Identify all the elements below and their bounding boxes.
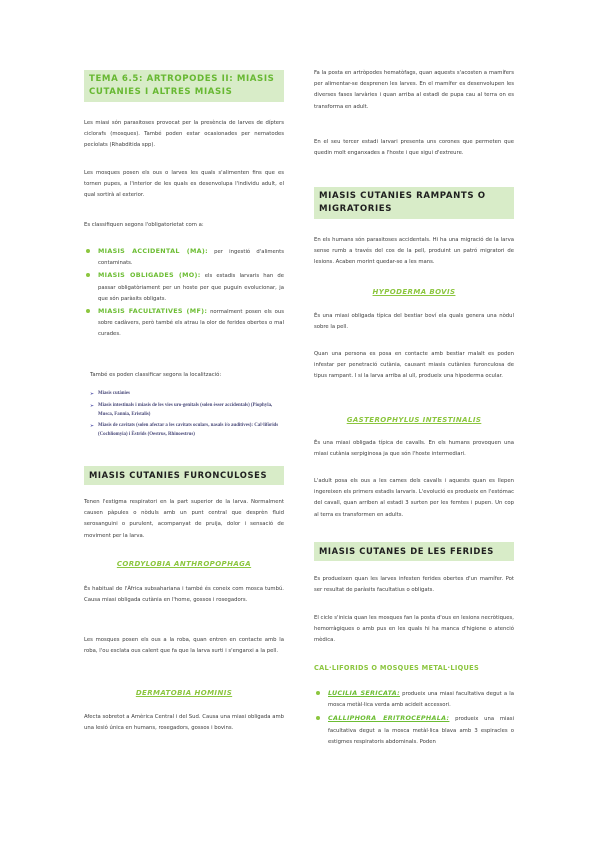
list-item: ➢ Miasis cutànies — [90, 390, 286, 399]
list-item — [84, 246, 284, 269]
list-item — [84, 306, 284, 341]
list-item — [84, 270, 284, 305]
localization-list — [90, 390, 286, 440]
dermatobia-cycle-paragraph: Fa la posta en artròpodes hematòfags, quan aquests s'acosten a mamífers per alimentar-se desprenen les larves. En el mamífer es desenvolupen les diverses fases larvàries i quan arriba al estadi de pupa cau al terra on es transforma en adult. — [314, 70, 514, 110]
localization-intro: També es poden classificar segons la localització: — [90, 372, 222, 378]
hypoderma-paragraph: És una miasi obligada típica del bestiar boví ela quals genera una nòdul sobre la pell. — [314, 313, 514, 331]
bullet-icon — [86, 249, 90, 253]
term-text: normalment posen els ous sobre cadàvers, però també els atrau la olor de ferides obertes o mal curades. — [98, 309, 284, 338]
wounds-paragraph-2: El cicle s'inicia quan les mosques fan la posta d'ous en lesions necròtiques, hemorràgiques o amb pus en les quals hi ha manca d'higiene o atenció mèdica. — [314, 615, 514, 644]
term-text: els estadis larvaris han de passar obligatòriament per un hoste per que puguin evolucionar, ja que són paràsits obligats. — [98, 273, 284, 302]
intro-paragraph: Les miasi són parasitoses provocat per la presència de larves de dípters ciclorafs (mosques). També poden estar ocasionades per nematodes pecíolats (Rhabditida spp). — [84, 120, 284, 149]
lifecycle-paragraph: Les mosques posen els ous o larves les quals s'alimenten fins que es tornen pupes, a l'interior de les quals es desenvolupa l'individu adult, el qual sortirà al exterior. — [84, 170, 284, 199]
bullet-icon — [86, 273, 90, 277]
section-heading: MIASIS CUTANIES RAMPANTS O MIGRATORIES — [314, 187, 514, 219]
section-heading: MIASIS CUTANES DE LES FERIDES — [314, 542, 514, 561]
term-text: produeix una miasi facultativa degut a la mosca metàl·lica blava amb 3 espiracles o estigmes respiratoris abdominals. Poden — [328, 716, 514, 745]
list-item — [314, 713, 514, 748]
hypoderma-paragraph-2: Quan una persona es posa en contacte amb bestiar malalt es poden infestar per penetració cutània, causant miasis cutànies furonculosa de tipus rampant. I si la larva arriba al ull, produeix una hipoderma ocular. — [314, 351, 514, 380]
cordylobia-paragraph-2: Les mosques posen els ous a la roba, quan entren en contacte amb la roba, l'ou esclata ous calent que fa que la larva surti i s'enganxi a la pell. — [84, 637, 284, 655]
dermatobia-paragraph: Afecta sobretot a Amèrica Central i del Sud. Causa una miasi obligada amb una lesió única en humans, rosegadors, gossos i bovins. — [84, 714, 284, 732]
gasterophylus-paragraph: És una miasi obligada típica de cavalls. En els humans provoquen una miasi cutània serpiginosa ja que són l'hoste intermediari. — [314, 440, 514, 458]
classification-intro: Es classifiquen segons l'obligatorietat com a: — [84, 222, 204, 228]
page-title: TEMA 6.5: ARTROPODES II: MIASIS CUTANIES I ALTRES MIASIS — [84, 70, 284, 102]
migratory-paragraph: En els humans són parasitoses accidentals. Hi ha una migració de la larva sense rumb a través del cos de la pell, produint un patró migratori de lesions. Acaben morint quedar-se a les mans. — [314, 237, 514, 266]
third-stage-paragraph: En el seu tercer estadi larvari presenta uns corones que permeten que quedin molt enganxades a l'hoste i que sigui d'extreure. — [314, 139, 514, 157]
arrow-bullet-icon: ➢ — [90, 391, 94, 396]
arrow-bullet-icon: ➢ — [90, 402, 94, 408]
calliphorid-list — [314, 688, 514, 748]
cordylobia-paragraph: És habitual de l'Àfrica subsahariana i també és coneix com mosca tumbú. Causa miasi obligada cutània en l'home, gossos i rosegadors. — [84, 586, 284, 604]
term-label: MIASIS OBLIGADES (MO): — [98, 271, 201, 280]
subheading-dermatobia: DERMATOBIA HOMINIS — [135, 689, 233, 697]
section-heading: MIASIS CUTANIES FURONCULOSES — [84, 466, 284, 485]
furunculous-paragraph: Tenen l'estigma respiratori en la part superior de la larva. Normalment causen pàpules o nòduls amb un punt central que desprèn fluid serosanguini o purulent, acompanyat de pruija, dolor i sensació de moviment per la larva. — [84, 499, 284, 539]
calliphorid-heading: CAL·LIFORIDS O MOSQUES METAL·LIQUES — [314, 664, 480, 672]
term-label: MIASIS FACULTATIVES (MF): — [98, 307, 208, 316]
list-item: ➢ Miasis intestinals i miasis de les vies uro-genitals (solen èsser accidentals) (Piophyla, Musca, Fannia, Eristalis) — [90, 402, 273, 417]
bullet-icon — [86, 309, 90, 313]
list-item: ➢ Miasis de cavitats (solen afectar a les cavitats oculars, nasals i/o auditives): Cal·lifòrids (Cochliomyia) i Èstrids (Oestrus, Rhinoestrus) — [90, 423, 279, 438]
list-item — [314, 688, 514, 711]
subheading-cordylobia: CORDYLOBIA ANTHROPOPHAGA — [116, 560, 252, 568]
gasterophylus-paragraph-2: L'adult posa els ous a les cames dels cavalls i aquests quan es llepen ingereixen els primers estadis larvaris. L'evolució es produeix en l'estómac del cavall, quan arriben al estadi 3 surten per les femtes i pupen. Un cop al terra es transformen en adults. — [314, 478, 514, 518]
term-label: MIASIS ACCIDENTAL (MA): — [98, 247, 208, 255]
term-text: produeix una miasi facultativa degut a la mosca metàl·lica verda amb acideit accessori. — [328, 691, 514, 709]
bullet-icon — [316, 716, 320, 720]
term-text: per ingestió d'aliments contaminats. — [98, 249, 285, 267]
arrow-bullet-icon: ➢ — [90, 423, 94, 429]
term-label: CALLIPHORA ERITROCEPHALA: — [328, 714, 450, 723]
obligatoriness-list — [84, 246, 284, 341]
subheading-hypoderma: HYPODERMA BOVIS — [372, 288, 456, 296]
bullet-icon — [316, 691, 320, 695]
wounds-paragraph: Es produeixen quan les larves infesten ferides obertes d'un mamífer. Pot ser resultat de paràsits facultatius o obligats. — [314, 576, 514, 594]
subheading-gasterophylus: GASTEROPHYLUS INTESTINALIS — [346, 416, 482, 424]
term-label: LUCILIA SERICATA: — [328, 689, 400, 697]
